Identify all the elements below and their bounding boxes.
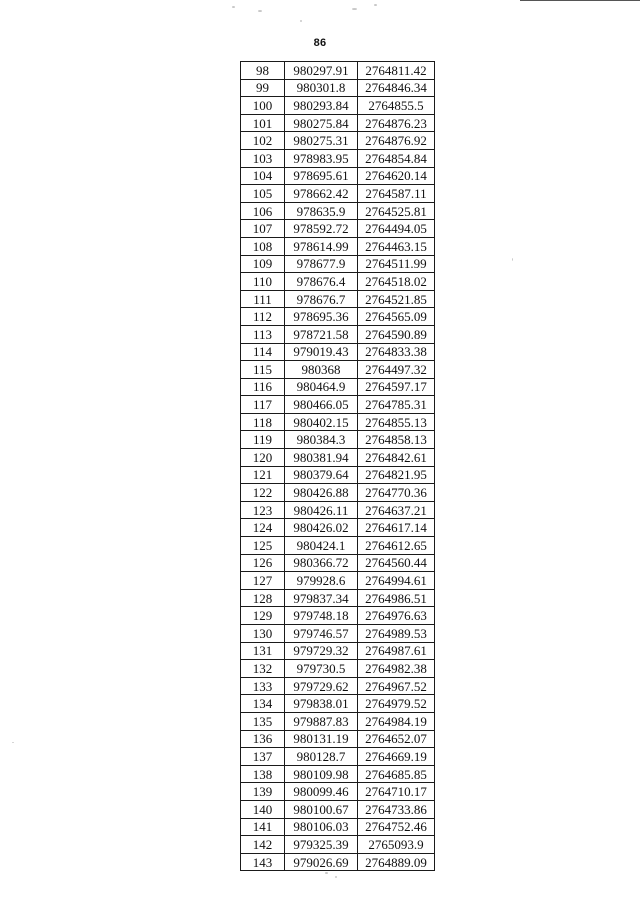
point-number-cell: 142: [241, 836, 285, 854]
x-coordinate-cell: 980424.1: [285, 537, 358, 555]
x-coordinate-cell: 979746.57: [285, 625, 358, 643]
point-number-cell: 143: [241, 853, 285, 871]
y-coordinate-cell: 2764518.02: [358, 273, 435, 291]
table-row: [241, 625, 435, 643]
x-coordinate-cell: 980426.88: [285, 484, 358, 502]
scan-speck: [300, 20, 302, 22]
table-row: [241, 572, 435, 590]
point-number-cell: 99: [241, 79, 285, 97]
y-coordinate-cell: 2764612.65: [358, 537, 435, 555]
x-coordinate-cell: 978614.99: [285, 237, 358, 255]
point-number-cell: 117: [241, 396, 285, 414]
y-coordinate-cell: 2764855.5: [358, 97, 435, 115]
table-row: [241, 466, 435, 484]
table-row: [241, 185, 435, 203]
table-row: [241, 853, 435, 871]
point-number-cell: 98: [241, 62, 285, 80]
point-number-cell: 113: [241, 325, 285, 343]
table-row: [241, 537, 435, 555]
x-coordinate-cell: 979730.5: [285, 660, 358, 678]
table-row: [241, 325, 435, 343]
point-number-cell: 124: [241, 519, 285, 537]
y-coordinate-cell: 2764855.13: [358, 413, 435, 431]
table-row: [241, 818, 435, 836]
table-row: [241, 343, 435, 361]
y-coordinate-cell: 2764989.53: [358, 625, 435, 643]
x-coordinate-cell: 980275.31: [285, 132, 358, 150]
point-number-cell: 100: [241, 97, 285, 115]
x-coordinate-cell: 980293.84: [285, 97, 358, 115]
point-number-cell: 110: [241, 273, 285, 291]
table-row: [241, 431, 435, 449]
x-coordinate-cell: 978676.4: [285, 273, 358, 291]
x-coordinate-cell: 978695.61: [285, 167, 358, 185]
table-row: [241, 642, 435, 660]
table-row: [241, 660, 435, 678]
table-row: [241, 501, 435, 519]
y-coordinate-cell: 2764685.85: [358, 765, 435, 783]
x-coordinate-cell: 979928.6: [285, 572, 358, 590]
point-number-cell: 141: [241, 818, 285, 836]
x-coordinate-cell: 979748.18: [285, 607, 358, 625]
point-number-cell: 103: [241, 149, 285, 167]
x-coordinate-cell: 980379.64: [285, 466, 358, 484]
y-coordinate-cell: 2764669.19: [358, 748, 435, 766]
x-coordinate-cell: 980131.19: [285, 730, 358, 748]
x-coordinate-cell: 980402.15: [285, 413, 358, 431]
point-number-cell: 132: [241, 660, 285, 678]
x-coordinate-cell: 979026.69: [285, 853, 358, 871]
y-coordinate-cell: 2764876.23: [358, 114, 435, 132]
x-coordinate-cell: 978695.36: [285, 308, 358, 326]
table-row: [241, 449, 435, 467]
point-number-cell: 128: [241, 589, 285, 607]
point-number-cell: 119: [241, 431, 285, 449]
y-coordinate-cell: 2764821.95: [358, 466, 435, 484]
y-coordinate-cell: 2764733.86: [358, 800, 435, 818]
point-number-cell: 133: [241, 677, 285, 695]
table-row: [241, 484, 435, 502]
table-row: [241, 730, 435, 748]
table-row: [241, 132, 435, 150]
point-number-cell: 102: [241, 132, 285, 150]
scan-speck: [12, 742, 14, 743]
point-number-cell: 101: [241, 114, 285, 132]
x-coordinate-cell: 979729.32: [285, 642, 358, 660]
table-row: [241, 62, 435, 80]
point-number-cell: 118: [241, 413, 285, 431]
x-coordinate-cell: 978635.9: [285, 202, 358, 220]
point-number-cell: 120: [241, 449, 285, 467]
y-coordinate-cell: 2765093.9: [358, 836, 435, 854]
point-number-cell: 107: [241, 220, 285, 238]
scan-speck: [232, 6, 235, 8]
x-coordinate-cell: 979729.62: [285, 677, 358, 695]
x-coordinate-cell: 978721.58: [285, 325, 358, 343]
y-coordinate-cell: 2764710.17: [358, 783, 435, 801]
x-coordinate-cell: 980100.67: [285, 800, 358, 818]
point-number-cell: 130: [241, 625, 285, 643]
point-number-cell: 123: [241, 501, 285, 519]
x-coordinate-cell: 980366.72: [285, 554, 358, 572]
y-coordinate-cell: 2764497.32: [358, 361, 435, 379]
x-coordinate-cell: 980464.9: [285, 378, 358, 396]
table-row: [241, 554, 435, 572]
table-row: [241, 413, 435, 431]
y-coordinate-cell: 2764590.89: [358, 325, 435, 343]
y-coordinate-cell: 2764858.13: [358, 431, 435, 449]
point-number-cell: 136: [241, 730, 285, 748]
x-coordinate-cell: 980466.05: [285, 396, 358, 414]
table-row: [241, 97, 435, 115]
y-coordinate-cell: 2764463.15: [358, 237, 435, 255]
x-coordinate-cell: 979838.01: [285, 695, 358, 713]
table-row: [241, 290, 435, 308]
point-number-cell: 114: [241, 343, 285, 361]
table-row: [241, 607, 435, 625]
y-coordinate-cell: 2764811.42: [358, 62, 435, 80]
x-coordinate-cell: 980301.8: [285, 79, 358, 97]
table-row: [241, 378, 435, 396]
y-coordinate-cell: 2764987.61: [358, 642, 435, 660]
point-number-cell: 129: [241, 607, 285, 625]
x-coordinate-cell: 980384.3: [285, 431, 358, 449]
y-coordinate-cell: 2764587.11: [358, 185, 435, 203]
y-coordinate-cell: 2764976.63: [358, 607, 435, 625]
table-row: [241, 220, 435, 238]
table-row: [241, 748, 435, 766]
table-row: [241, 589, 435, 607]
scan-speck: [325, 872, 328, 874]
x-coordinate-cell: 978662.42: [285, 185, 358, 203]
y-coordinate-cell: 2764511.99: [358, 255, 435, 273]
y-coordinate-cell: 2764494.05: [358, 220, 435, 238]
x-coordinate-cell: 980275.84: [285, 114, 358, 132]
point-number-cell: 131: [241, 642, 285, 660]
y-coordinate-cell: 2764652.07: [358, 730, 435, 748]
point-number-cell: 126: [241, 554, 285, 572]
table-row: [241, 712, 435, 730]
x-coordinate-cell: 980128.7: [285, 748, 358, 766]
y-coordinate-cell: 2764620.14: [358, 167, 435, 185]
x-coordinate-cell: 980426.11: [285, 501, 358, 519]
x-coordinate-cell: 980106.03: [285, 818, 358, 836]
page-number: 86: [313, 37, 327, 49]
table-row: [241, 308, 435, 326]
table-row: [241, 800, 435, 818]
y-coordinate-cell: 2764846.34: [358, 79, 435, 97]
point-number-cell: 104: [241, 167, 285, 185]
table-row: [241, 783, 435, 801]
y-coordinate-cell: 2764833.38: [358, 343, 435, 361]
x-coordinate-cell: 978676.7: [285, 290, 358, 308]
point-number-cell: 112: [241, 308, 285, 326]
point-number-cell: 138: [241, 765, 285, 783]
table-row: [241, 149, 435, 167]
scan-speck: [374, 4, 377, 6]
y-coordinate-cell: 2764560.44: [358, 554, 435, 572]
y-coordinate-cell: 2764617.14: [358, 519, 435, 537]
point-number-cell: 111: [241, 290, 285, 308]
point-number-cell: 105: [241, 185, 285, 203]
table-row: [241, 167, 435, 185]
point-number-cell: 109: [241, 255, 285, 273]
y-coordinate-cell: 2764842.61: [358, 449, 435, 467]
scan-speck: [512, 258, 513, 261]
point-number-cell: 134: [241, 695, 285, 713]
x-coordinate-cell: 978592.72: [285, 220, 358, 238]
x-coordinate-cell: 979019.43: [285, 343, 358, 361]
y-coordinate-cell: 2764565.09: [358, 308, 435, 326]
x-coordinate-cell: 979325.39: [285, 836, 358, 854]
x-coordinate-cell: 980297.91: [285, 62, 358, 80]
y-coordinate-cell: 2764752.46: [358, 818, 435, 836]
y-coordinate-cell: 2764637.21: [358, 501, 435, 519]
y-coordinate-cell: 2764979.52: [358, 695, 435, 713]
x-coordinate-cell: 978677.9: [285, 255, 358, 273]
point-number-cell: 122: [241, 484, 285, 502]
x-coordinate-cell: 980381.94: [285, 449, 358, 467]
y-coordinate-cell: 2764982.38: [358, 660, 435, 678]
y-coordinate-cell: 2764986.51: [358, 589, 435, 607]
table-row: [241, 677, 435, 695]
point-number-cell: 125: [241, 537, 285, 555]
point-number-cell: 115: [241, 361, 285, 379]
table-row: [241, 361, 435, 379]
point-number-cell: 137: [241, 748, 285, 766]
scan-speck: [352, 8, 357, 10]
y-coordinate-cell: 2764994.61: [358, 572, 435, 590]
scan-speck: [335, 876, 337, 878]
point-number-cell: 116: [241, 378, 285, 396]
table-row: [241, 202, 435, 220]
y-coordinate-cell: 2764785.31: [358, 396, 435, 414]
scan-speck: [258, 10, 262, 12]
table-row: [241, 255, 435, 273]
table-row: [241, 396, 435, 414]
coordinates-table-body: [241, 62, 435, 871]
y-coordinate-cell: 2764525.81: [358, 202, 435, 220]
point-number-cell: 139: [241, 783, 285, 801]
y-coordinate-cell: 2764889.09: [358, 853, 435, 871]
point-number-cell: 127: [241, 572, 285, 590]
y-coordinate-cell: 2764984.19: [358, 712, 435, 730]
table-row: [241, 273, 435, 291]
y-coordinate-cell: 2764854.84: [358, 149, 435, 167]
table-row: [241, 237, 435, 255]
scan-edge-line: [520, 0, 640, 1]
x-coordinate-cell: 980109.98: [285, 765, 358, 783]
table-row: [241, 519, 435, 537]
point-number-cell: 121: [241, 466, 285, 484]
y-coordinate-cell: 2764876.92: [358, 132, 435, 150]
table-row: [241, 79, 435, 97]
point-number-cell: 106: [241, 202, 285, 220]
coordinates-table: [240, 61, 435, 871]
y-coordinate-cell: 2764521.85: [358, 290, 435, 308]
x-coordinate-cell: 980426.02: [285, 519, 358, 537]
table-row: [241, 765, 435, 783]
point-number-cell: 135: [241, 712, 285, 730]
y-coordinate-cell: 2764770.36: [358, 484, 435, 502]
y-coordinate-cell: 2764967.52: [358, 677, 435, 695]
table-row: [241, 695, 435, 713]
x-coordinate-cell: 980099.46: [285, 783, 358, 801]
table-row: [241, 114, 435, 132]
x-coordinate-cell: 978983.95: [285, 149, 358, 167]
x-coordinate-cell: 979837.34: [285, 589, 358, 607]
point-number-cell: 108: [241, 237, 285, 255]
point-number-cell: 140: [241, 800, 285, 818]
table-row: [241, 836, 435, 854]
y-coordinate-cell: 2764597.17: [358, 378, 435, 396]
x-coordinate-cell: 979887.83: [285, 712, 358, 730]
x-coordinate-cell: 980368: [285, 361, 358, 379]
